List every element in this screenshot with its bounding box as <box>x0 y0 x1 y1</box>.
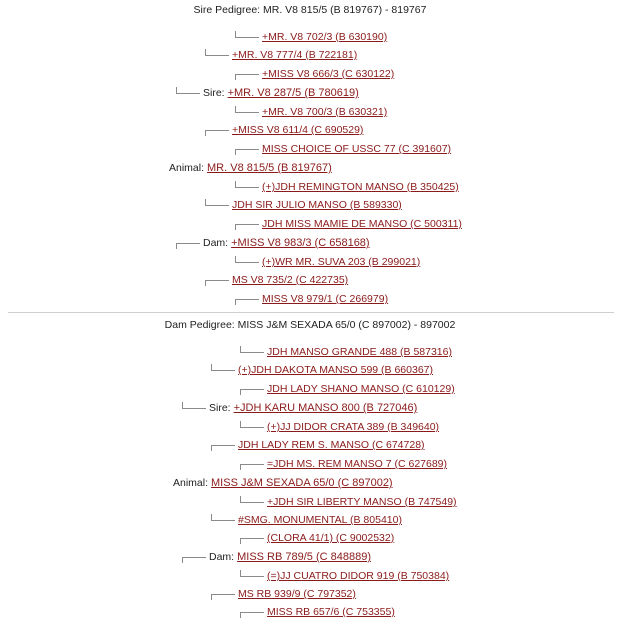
pedigree-node <box>235 67 394 81</box>
pedigree-link[interactable]: +MR. V8 702/3 (B 630190) <box>262 31 388 43</box>
pedigree-node <box>205 273 348 287</box>
pedigree-link[interactable]: (+)WR MR. SUVA 203 (B 299021) <box>262 256 421 268</box>
pedigree-node <box>205 48 357 62</box>
pedigree-node <box>240 457 447 471</box>
pedigree-node <box>205 123 363 137</box>
pedigree-link[interactable]: +MISS V8 666/3 (C 630122) <box>262 68 395 80</box>
relation-label: Dam: <box>209 551 235 563</box>
tree-connector <box>182 401 206 415</box>
tree-connector <box>235 217 259 231</box>
pedigree-link[interactable]: JDH MISS MAMIE DE MANSO (C 500311) <box>262 218 462 230</box>
pedigree-node-sire <box>176 86 359 100</box>
pedigree-node-dam <box>182 550 371 564</box>
pedigree-node <box>205 198 402 212</box>
relation-label: Sire: <box>203 87 225 99</box>
pedigree-link[interactable]: #SMG. MONUMENTAL (B 805410) <box>238 514 402 526</box>
pedigree-node <box>211 438 425 452</box>
pedigree-link[interactable]: +MR. V8 777/4 (B 722181) <box>232 49 358 61</box>
tree-connector <box>240 495 264 509</box>
tree-connector <box>235 105 259 119</box>
tree-connector <box>240 531 264 545</box>
pedigree-node <box>240 531 394 545</box>
pedigree-link[interactable]: (+)JJ DIDOR CRATA 389 (B 349640) <box>267 421 440 433</box>
tree-connector <box>235 67 259 81</box>
pedigree-link[interactable]: MISS V8 979/1 (C 266979) <box>262 293 389 305</box>
pedigree-node <box>235 217 462 231</box>
pedigree-node <box>235 105 387 119</box>
tree-connector <box>240 569 264 583</box>
tree-connector <box>240 420 264 434</box>
pedigree-node <box>240 495 457 509</box>
tree-connector <box>176 86 200 100</box>
dam-pedigree-title: Dam Pedigree: MISS J&M SEXADA 65/0 (C 897002) - 897002 <box>164 319 456 331</box>
pedigree-node <box>235 142 451 156</box>
pedigree-node-animal <box>173 476 393 490</box>
tree-connector <box>205 198 229 212</box>
pedigree-node <box>240 345 452 359</box>
pedigree-link[interactable]: (+)JDH DAKOTA MANSO 599 (B 660367) <box>238 364 433 376</box>
tree-connector <box>235 142 259 156</box>
pedigree-node <box>235 30 387 44</box>
sire-pedigree-title: Sire Pedigree: MR. V8 815/5 (B 819767) - 819767 <box>193 4 427 16</box>
pedigree-node <box>211 587 356 601</box>
relation-label: Animal: <box>173 477 209 489</box>
pedigree-link[interactable]: JDH LADY SHANO MANSO (C 610129) <box>267 383 455 395</box>
pedigree-node <box>211 513 402 527</box>
pedigree-node <box>235 292 388 306</box>
pedigree-link[interactable]: JDH SIR JULIO MANSO (B 589330) <box>232 199 402 211</box>
pedigree-node <box>240 569 449 583</box>
pedigree-link[interactable]: +MISS V8 611/4 (C 690529) <box>232 124 364 136</box>
pedigree-link[interactable]: MISS RB 789/5 (C 848889) <box>237 551 371 563</box>
pedigree-node-dam <box>176 236 370 250</box>
pedigree-link[interactable]: =JDH MS. REM MANSO 7 (C 627689) <box>267 458 448 470</box>
relation-label: Animal: <box>169 162 205 174</box>
pedigree-link[interactable]: (=)JJ CUATRO DIDOR 919 (B 750384) <box>267 570 450 582</box>
pedigree-link[interactable]: +MR. V8 700/3 (B 630321) <box>262 106 388 118</box>
section-divider <box>8 312 614 313</box>
tree-connector <box>176 236 200 250</box>
pedigree-node <box>235 180 459 194</box>
tree-connector <box>205 273 229 287</box>
tree-connector <box>240 605 264 619</box>
pedigree-node-animal <box>169 161 332 175</box>
pedigree-link[interactable]: MS V8 735/2 (C 422735) <box>232 274 349 286</box>
pedigree-link[interactable]: MR. V8 815/5 (B 819767) <box>207 162 332 174</box>
pedigree-link[interactable]: +JDH SIR LIBERTY MANSO (B 747549) <box>267 496 457 508</box>
pedigree-node <box>240 420 439 434</box>
pedigree-link[interactable]: MISS RB 657/6 (C 753355) <box>267 606 395 618</box>
tree-connector <box>240 457 264 471</box>
pedigree-link[interactable]: +MR. V8 287/5 (B 780619) <box>227 87 359 99</box>
tree-connector <box>211 438 235 452</box>
tree-connector <box>211 363 235 377</box>
pedigree-link[interactable]: MISS CHOICE OF USSC 77 (C 391607) <box>262 143 452 155</box>
pedigree-node-sire <box>182 401 417 415</box>
pedigree-node <box>211 363 433 377</box>
tree-connector <box>240 382 264 396</box>
tree-connector <box>205 123 229 137</box>
tree-connector <box>235 292 259 306</box>
pedigree-link[interactable]: MISS J&M SEXADA 65/0 (C 897002) <box>211 477 393 489</box>
pedigree-link[interactable]: (+)JDH REMINGTON MANSO (B 350425) <box>262 181 459 193</box>
pedigree-link[interactable]: +MISS V8 983/3 (C 658168) <box>231 237 370 249</box>
pedigree-node <box>240 382 455 396</box>
tree-connector <box>211 513 235 527</box>
tree-connector <box>205 48 229 62</box>
tree-connector <box>235 180 259 194</box>
tree-connector <box>240 345 264 359</box>
pedigree-link[interactable]: JDH LADY REM S. MANSO (C 674728) <box>238 439 425 451</box>
pedigree-link[interactable]: +JDH KARU MANSO 800 (B 727046) <box>233 402 418 414</box>
tree-connector <box>182 550 206 564</box>
pedigree-link[interactable]: (CLORA 41/1) (C 9002532) <box>267 532 395 544</box>
pedigree-link[interactable]: MS RB 939/9 (C 797352) <box>238 588 356 600</box>
pedigree-link[interactable]: JDH MANSO GRANDE 488 (B 587316) <box>267 346 452 358</box>
tree-connector <box>235 30 259 44</box>
relation-label: Dam: <box>203 237 229 249</box>
pedigree-node <box>240 605 395 619</box>
tree-connector <box>235 255 259 269</box>
relation-label: Sire: <box>209 402 231 414</box>
pedigree-node <box>235 255 420 269</box>
tree-connector <box>211 587 235 601</box>
